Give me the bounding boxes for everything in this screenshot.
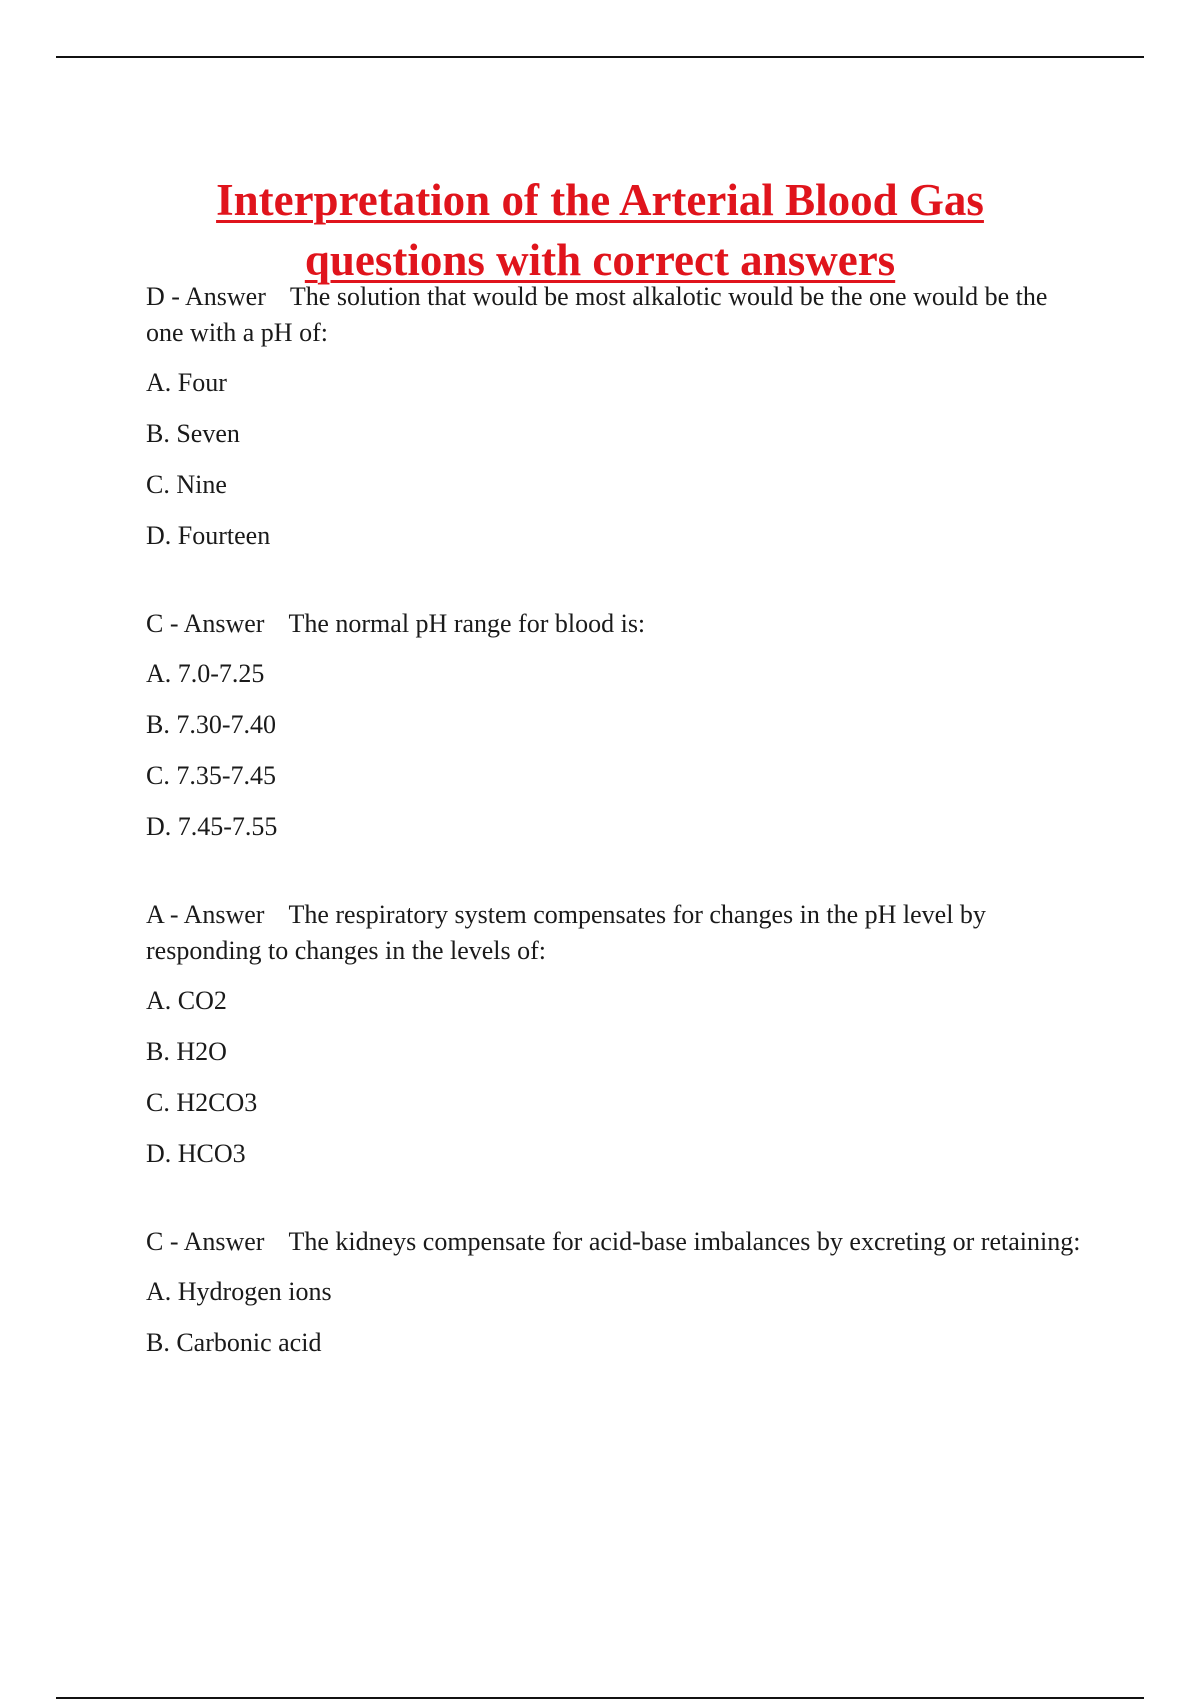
question-text: The normal pH range for blood is: [288,609,646,638]
document-title [100,170,1100,290]
title-line-1: Interpretation of the Arterial Blood Gas [216,175,984,226]
question-block [146,1224,1086,1361]
answer-tag: A - Answer [146,900,265,929]
option: D. 7.45-7.55 [146,812,278,841]
option: B. H2O [146,1037,227,1066]
option: A. CO2 [146,986,227,1015]
question-line [146,1224,1086,1260]
question-block [146,606,1086,845]
option: C. H2CO3 [146,1088,258,1117]
question-text: The respiratory system compensates for changes in the pH level by responding to changes in the levels of: [146,900,986,965]
option: C. Nine [146,470,227,499]
question-text: The solution that would be most alkalotic would be the one would be the one with a pH of: [146,282,1048,347]
question-line [146,279,1086,351]
header-rule [56,56,1144,58]
option: D. Fourteen [146,521,271,550]
footer-rule [56,1697,1144,1699]
question-line [146,897,1086,969]
option: C. 7.35-7.45 [146,761,276,790]
answer-tag: D - Answer [146,282,266,311]
question-block [146,897,1086,1172]
question-text: The kidneys compensate for acid-base imbalances by excreting or retaining: [288,1227,1081,1256]
question-list [146,279,1086,1413]
question-block [146,279,1086,554]
option: A. 7.0-7.25 [146,659,265,688]
answer-tag: C - Answer [146,1227,265,1256]
option: B. Seven [146,419,240,448]
answer-tag: C - Answer [146,609,265,638]
option: B. Carbonic acid [146,1328,322,1357]
option: A. Four [146,368,227,397]
title-line-2: questions with correct answers [304,235,896,286]
question-line [146,606,1086,642]
option: B. 7.30-7.40 [146,710,276,739]
option: D. HCO3 [146,1139,246,1168]
option: A. Hydrogen ions [146,1277,332,1306]
